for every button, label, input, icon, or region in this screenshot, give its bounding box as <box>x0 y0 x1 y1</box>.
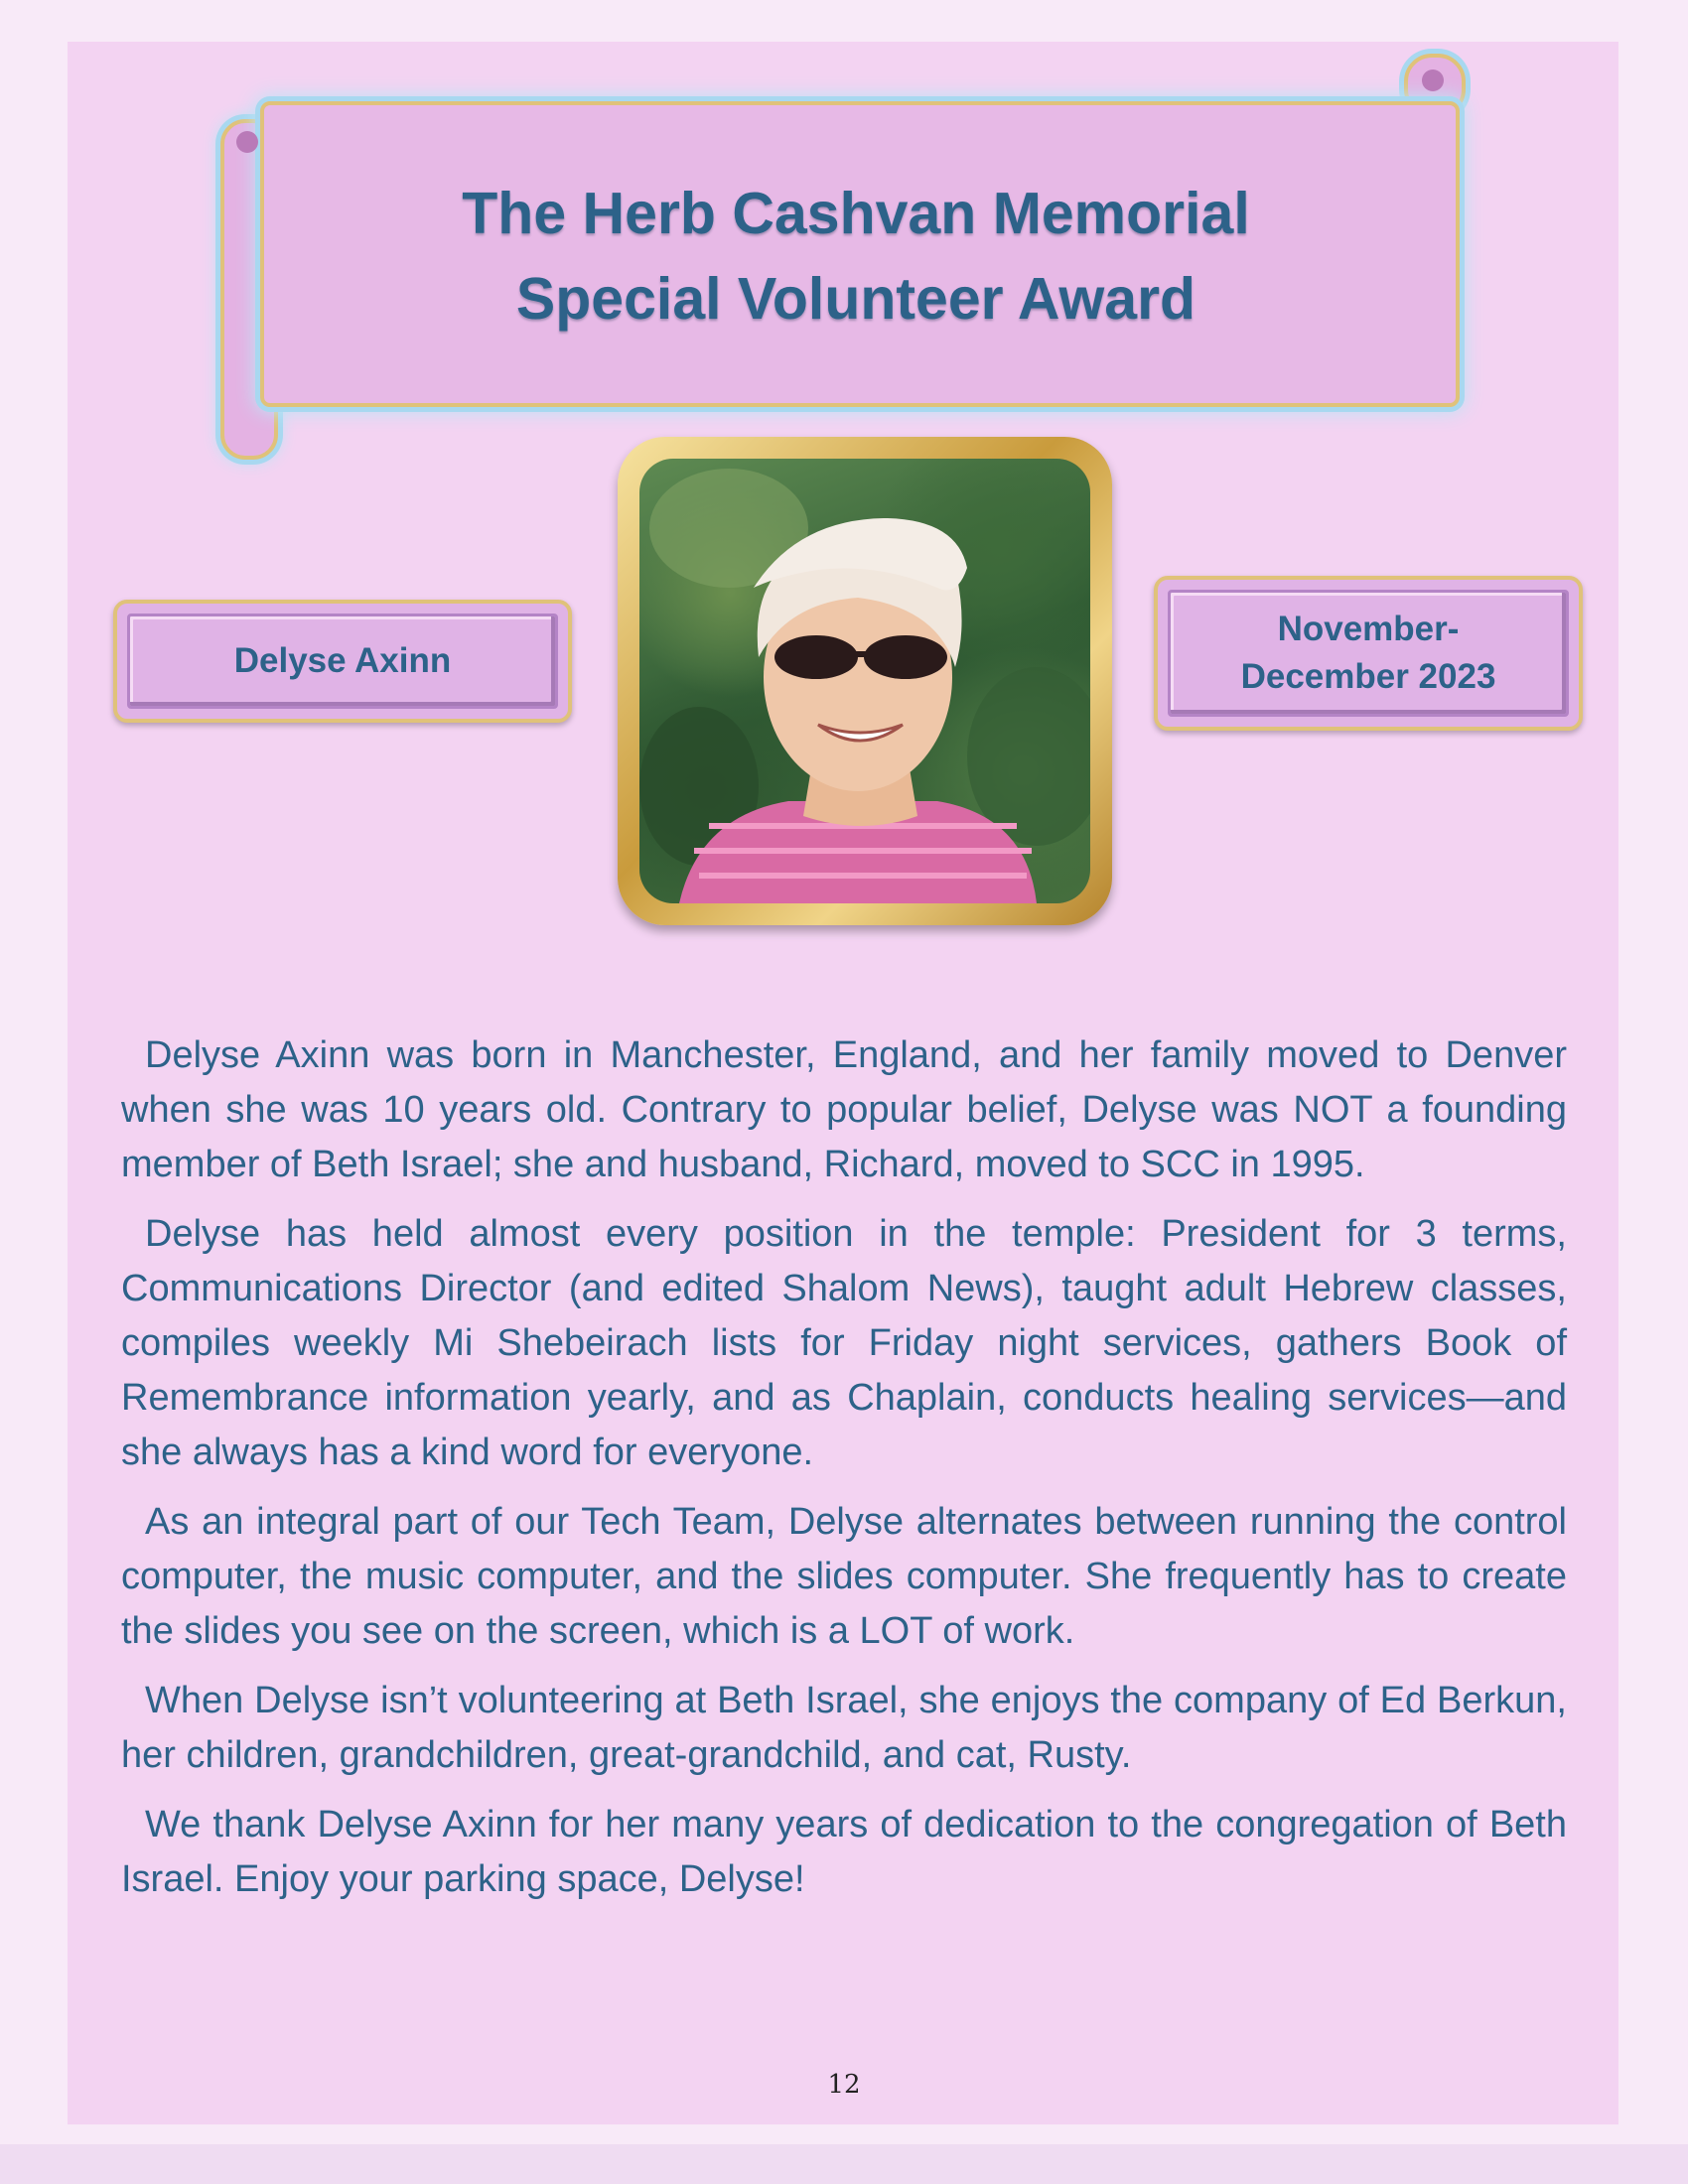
honoree-name-plaque <box>113 600 572 723</box>
paragraph: Delyse has held almost every position in the temple: President for 3 terms, Communications Director (and edited Shalom News), taught adult Hebrew classes, compiles weekly Mi Shebeirach lists for Friday night services, gathers Book of Remembrance information yearly, and as Chaplain, conducts healing services—and she always has a kind word for everyone. <box>121 1213 1567 1473</box>
award-title <box>260 171 1452 341</box>
paragraph: Delyse Axinn was born in Manchester, England, and her family moved to Denver when she was 10 years old. Contrary to popular belief, Delyse was NOT a founding member of Beth Israel; she and husband, Richard, moved to SCC in 1995. <box>121 1034 1567 1185</box>
honoree-photo-frame <box>618 437 1112 925</box>
bottom-strip <box>0 2144 1688 2184</box>
award-title-banner <box>201 50 1481 457</box>
honoree-photo <box>639 459 1090 903</box>
issue-date <box>1241 606 1496 701</box>
award-title-line-1: The Herb Cashvan Memorial <box>462 181 1250 246</box>
paragraph: When Delyse isn’t volunteering at Beth Israel, she enjoys the company of Ed Berkun, her children, grandchildren, great-grandchild, and cat, Rusty. <box>121 1680 1567 1776</box>
issue-date-line-2: December 2023 <box>1240 657 1496 696</box>
paragraph: As an integral part of our Tech Team, Delyse alternates between running the control computer, the music computer, and the slides computer. She frequently has to create the slides you see on the screen, which is a LOT of work. <box>121 1501 1567 1652</box>
page-number: 12 <box>827 2070 861 2100</box>
award-title-line-2: Special Volunteer Award <box>515 266 1196 332</box>
issue-date-line-1: November- <box>1277 610 1460 648</box>
portrait-photo-icon <box>639 459 1090 903</box>
issue-date-plaque <box>1154 576 1583 731</box>
honoree-name: Delyse Axinn <box>233 641 452 680</box>
scroll-curl-icon <box>236 131 258 153</box>
paragraph: We thank Delyse Axinn for her many years of dedication to the congregation of Beth Israel. Enjoy your parking space, Delyse! <box>121 1804 1567 1900</box>
article-body <box>121 1028 1567 1922</box>
scroll-curl-icon <box>1422 69 1444 91</box>
